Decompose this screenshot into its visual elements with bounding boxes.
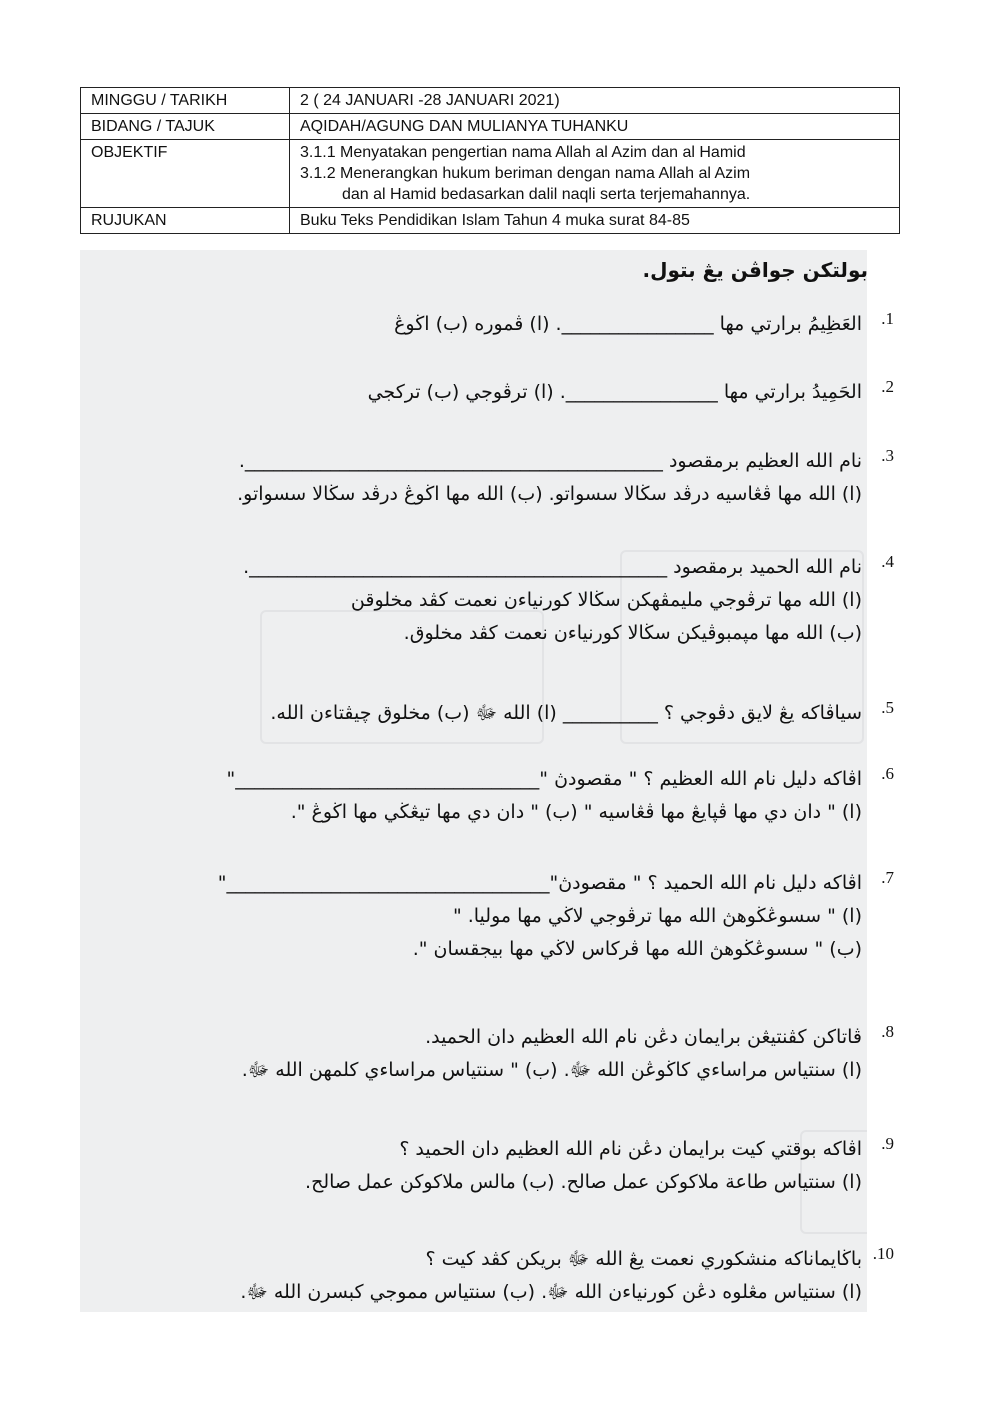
info-row-rujukan [81, 208, 900, 234]
question-text: العَظِيمُ برارتي مها ________________. (ا) ڤموره (ب) اڬوڠ [394, 313, 862, 335]
question-7 [217, 866, 894, 966]
answer-option: (ا) سنتياس مراساءي كاڬوڠن الله ﷻ. (ب) " سنتياس مراساءي كلمهن الله ﷻ. [241, 1059, 862, 1081]
question-number: .4 [881, 552, 894, 571]
question-number: .3 [881, 446, 894, 465]
answer-option: (ب) الله مها مپمبوڤيكن سڬالا كورنياءن نعمت كڤد مخلوق. [403, 622, 862, 644]
info-value-line: 2 ( 24 JANUARI -28 JANUARI 2021) [300, 92, 560, 109]
info-key: MINGGU / TARIKH [81, 88, 290, 114]
question-text: اڤاكه بوقتي كيت برايمان دڠن نام الله العظيم دان الحميد ؟ [399, 1138, 862, 1160]
question-5 [270, 696, 894, 730]
answer-option: (ا) الله مها ڤڠاسيه درڤد سڬالا سسواتو. (ب) الله مها اڬوڠ درڤد سڬالا سسواتو. [237, 483, 862, 505]
answer-option: (ا) سنتياس طاعة ملاكوكن عمل صالح. (ب) مالس ملاكوكن عمل صالح. [305, 1171, 862, 1193]
info-value [290, 208, 900, 234]
question-number: .10 [872, 1244, 894, 1263]
info-key: RUJUKAN [81, 208, 290, 234]
question-9 [305, 1132, 894, 1199]
info-key: OBJEKTIF [81, 140, 290, 208]
info-table [80, 87, 900, 234]
question-number: .7 [881, 868, 894, 887]
info-row-objektif [81, 140, 900, 208]
answer-option: (ا) " سسوڠڬوهڽ الله مها ترڤوجي لاڬي مها موليا. " [452, 905, 862, 927]
question-4 [243, 550, 894, 650]
question-1 [394, 307, 894, 341]
question-text: سياڤاكه يڠ لايق دڤوجي ؟ __________ (ا) الله ﷻ (ب) مخلوق چيڤتاءن الله. [270, 702, 862, 724]
question-number: .9 [881, 1134, 894, 1153]
question-text: ڤاتاكن كڤنتيڠن برايمان دڠن نام الله العظيم دان الحميد. [425, 1026, 862, 1048]
question-6 [226, 762, 894, 829]
question-number: .5 [881, 698, 894, 717]
objective-line: dan al Hamid bedasarkan dalil naqli serta terjemahannya. [342, 186, 751, 203]
question-8 [241, 1020, 894, 1087]
answer-option: (ب) " سسوڠڬوهڽ الله مها ڤركاس لاڬي مها بيجقسان ". [412, 938, 862, 960]
answer-option: (ا) الله مها ترڤوجي مليمڤهكن سڬالا كورنياءن نعمت كڤد مخلوقن [350, 589, 862, 611]
question-number: .2 [881, 377, 894, 396]
info-value [290, 114, 900, 140]
question-text: نام الله العظيم برمقصود ____________________________________________. [238, 450, 862, 472]
question-text: الحَمِيدُ برارتي مها ________________. (ا) ترڤوجي (ب) تركجي [367, 381, 862, 403]
question-3 [237, 444, 894, 511]
info-value [290, 88, 900, 114]
objective-line: 3.1.2 Menerangkan hukum beriman dengan nama Allah al Azim [300, 165, 751, 182]
question-10 [240, 1242, 894, 1309]
question-number: .8 [881, 1022, 894, 1041]
answer-option: (ا) سنتياس مڠلوه دڠن كورنياءن الله ﷻ. (ب) سنتياس مموجي كبسرن الله ﷻ. [240, 1281, 862, 1303]
question-2 [367, 375, 894, 409]
question-number: .1 [881, 309, 894, 328]
question-text: اڤاكه دليل نام الله الحميد ؟ " مقصودڽ"__________________________________" [217, 872, 862, 894]
objective-line: 3.1.1 Menyatakan pengertian nama Allah al Azim dan al Hamid [300, 144, 746, 161]
info-row-bidang [81, 114, 900, 140]
question-text: نام الله الحميد برمقصود ____________________________________________. [243, 556, 862, 578]
answer-option: (ا) " دان دي مها ڤڽايڠ مها ڤڠاسيه " (ب) " دان دي مها تيڠڬي مها اڬوڠ ". [290, 801, 862, 823]
info-key: BIDANG / TAJUK [81, 114, 290, 140]
info-value-line: AQIDAH/AGUNG DAN MULIANYA TUHANKU [300, 118, 629, 135]
question-text: اڤاكه دليل نام الله العظيم ؟ " مقصودڽ "________________________________" [226, 768, 862, 790]
info-value-line: Buku Teks Pendidikan Islam Tahun 4 muka surat 84-85 [300, 212, 690, 229]
worksheet-heading: بولتكن جواڤن يڠ بتول. [642, 258, 868, 282]
info-row-minggu [81, 88, 900, 114]
info-value [290, 140, 900, 208]
question-text: باڬايماناكه منشكوري نعمت يڠ الله ﷻ بريكن كڤد كيت ؟ [425, 1248, 862, 1270]
question-number: .6 [881, 764, 894, 783]
